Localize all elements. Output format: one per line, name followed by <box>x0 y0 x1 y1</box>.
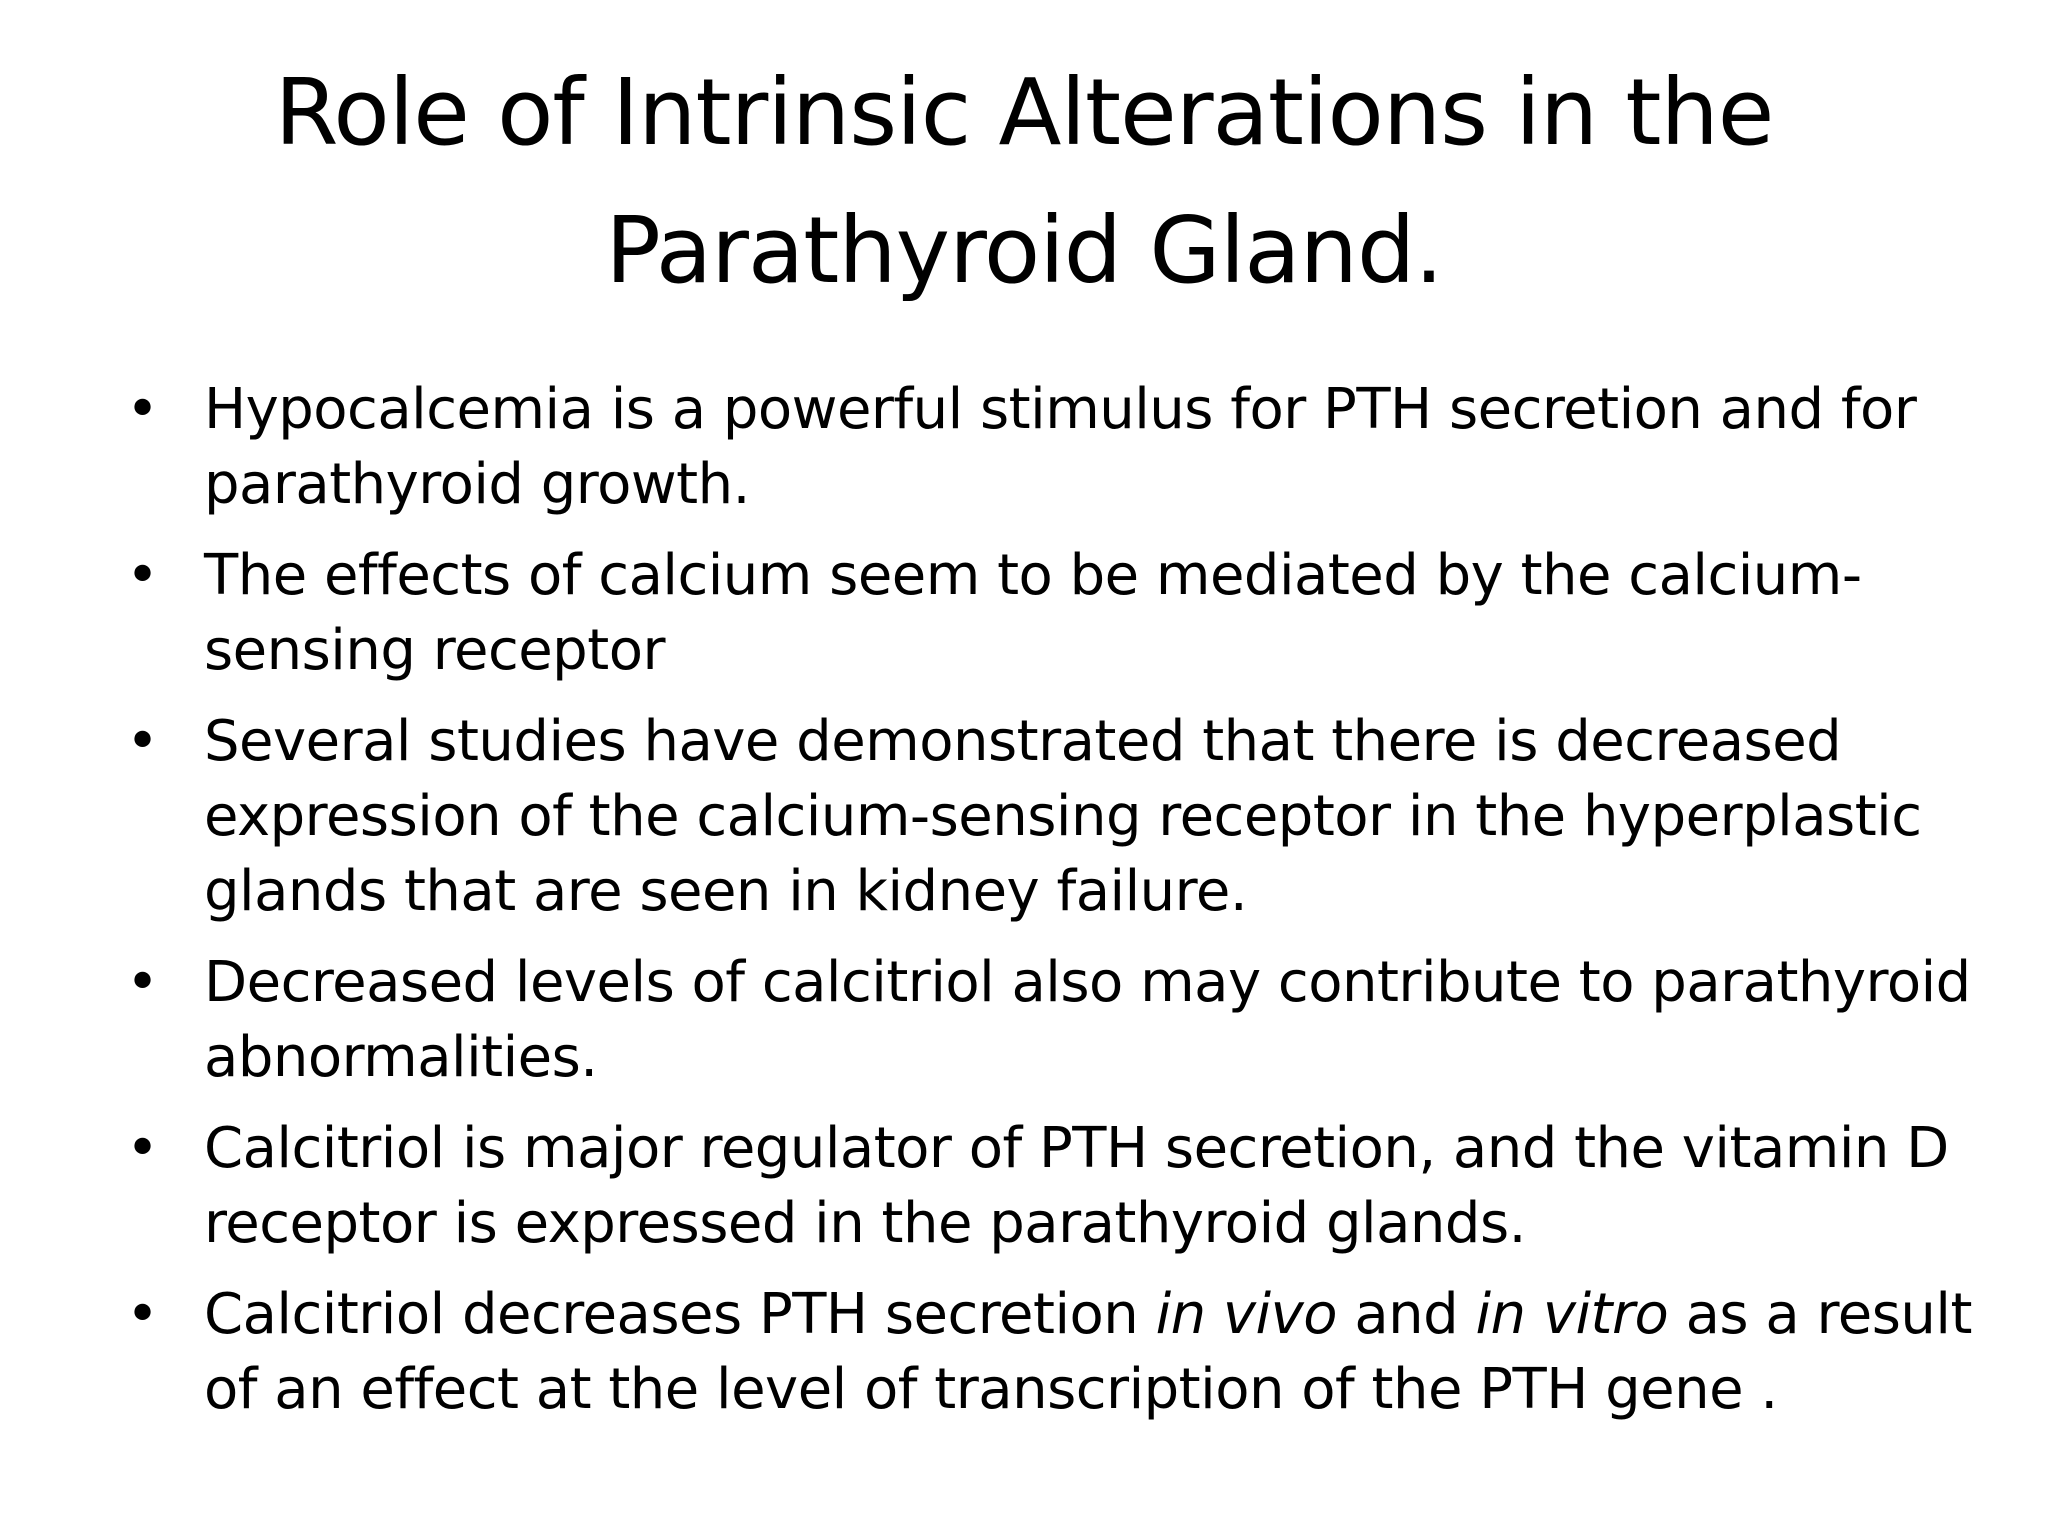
bullet-text-italic-segment: in vivo <box>1155 1282 1338 1347</box>
slide-title: Role of Intrinsic Alterations in the Parathyroid Gland. <box>274 59 1774 304</box>
bullet-item <box>120 1277 1980 1427</box>
bullet-text: Hypocalcemia is a powerful stimulus for PTH secretion and for parathyroid growth. <box>204 377 1917 517</box>
bullet-dot-icon: • <box>126 543 159 608</box>
bullet-item <box>120 704 1980 929</box>
bullet-item <box>120 538 1980 688</box>
bullet-dot-icon: • <box>126 1282 159 1347</box>
bullet-list <box>120 372 1980 1443</box>
bullet-item <box>120 372 1980 522</box>
bullet-text: Calcitriol is major regulator of PTH secretion, and the vitamin D receptor is expressed in the parathyroid glands. <box>204 1116 1949 1256</box>
bullet-text-italic-segment: in vitro <box>1475 1282 1669 1347</box>
bullet-text: The effects of calcium seem to be mediated by the calcium-sensing receptor <box>204 543 1862 683</box>
bullet-item <box>120 945 1980 1095</box>
bullet-text-segment: as a result of an effect at the level of transcription of the PTH gene . <box>204 1282 1972 1422</box>
bullet-item <box>120 1111 1980 1261</box>
bullet-text-segment: and <box>1337 1282 1476 1347</box>
bullet-dot-icon: • <box>126 950 159 1015</box>
bullet-text <box>204 1282 1972 1422</box>
bullet-text: Several studies have demonstrated that there is decreased expression of the calcium-sensing receptor in the hyperplastic glands that are seen in kidney failure. <box>204 709 1922 924</box>
bullet-text-segment: Calcitriol decreases PTH secretion <box>204 1282 1156 1347</box>
bullet-dot-icon: • <box>126 377 159 442</box>
bullet-dot-icon: • <box>126 1116 159 1181</box>
bullet-text: Decreased levels of calcitriol also may contribute to parathyroid abnormalities. <box>204 950 1971 1090</box>
bullet-dot-icon: • <box>126 709 159 774</box>
